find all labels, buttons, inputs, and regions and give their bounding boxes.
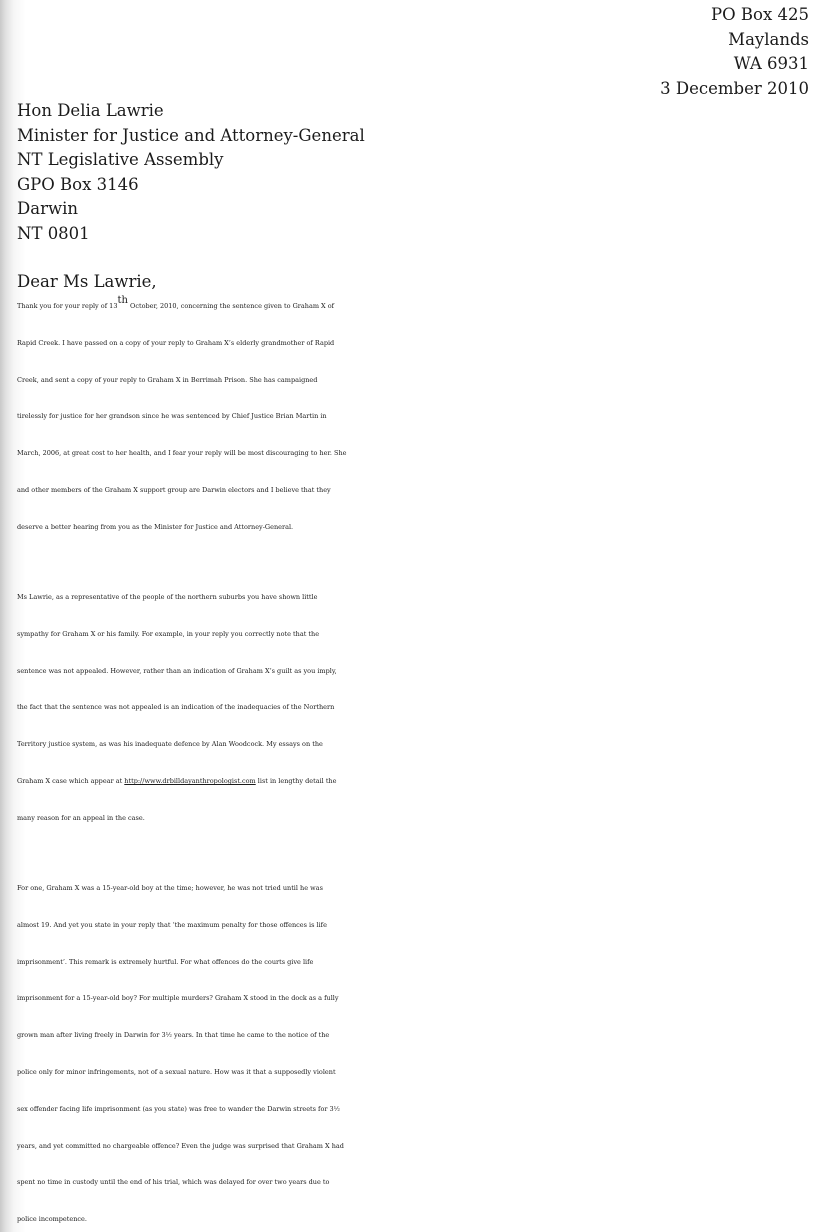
paragraph-line: sentence was not appealed. However, rather than an indication of Graham X’s guilt as you imply, bbox=[17, 666, 337, 675]
text-run: list in lengthy detail the bbox=[255, 776, 337, 785]
paragraph-line: police only for minor infringements, not of a sexual nature. How was it that a supposedly violent bbox=[17, 1067, 336, 1076]
paragraph-3 bbox=[17, 870, 827, 1232]
paragraph-line: the fact that the sentence was not appealed is an indication of the inadequacies of the Northern bbox=[17, 703, 335, 712]
salutation: Dear Ms Lawrie, bbox=[17, 272, 157, 291]
recipient-address bbox=[17, 99, 365, 246]
paragraph-line: spent no time in custody until the end of his trial, which was delayed for over two years due to bbox=[17, 1178, 330, 1187]
sender-address-line: Maylands bbox=[728, 29, 809, 49]
paragraph-line: imprisonment’. This remark is extremely hurtful. For what offences do the courts give life bbox=[17, 957, 314, 966]
paragraph-line: Territory justice system, as was his inadequate defence by Alan Woodcock. My essays on the bbox=[17, 740, 323, 749]
paragraph-line: For one, Graham X was a 15-year-old boy at the time; however, he was not tried until he was bbox=[17, 884, 323, 892]
letter-date: 3 December 2010 bbox=[660, 78, 809, 98]
paragraph-line: almost 19. And yet you state in your reply that ‘the maximum penalty for those offences is life bbox=[17, 920, 327, 929]
paragraph-line: police incompetence. bbox=[17, 1215, 87, 1224]
paragraph-line: imprisonment for a 15-year-old boy? For multiple murders? Graham X stood in the dock as a fully bbox=[17, 994, 339, 1003]
recipient-line: NT Legislative Assembly bbox=[17, 150, 224, 169]
text-run: October, 2010, concerning the sentence given to Graham X of bbox=[127, 302, 335, 310]
paragraph-line: grown man after living freely in Darwin for 3½ years. In that time he came to the notice of the bbox=[17, 1031, 330, 1040]
paragraph-2 bbox=[17, 579, 827, 837]
text-run: Graham X case which appear at bbox=[17, 776, 125, 785]
paragraph-line: and other members of the Graham X support group are Darwin electors and I believe that they bbox=[17, 485, 331, 494]
recipient-line: Darwin bbox=[17, 199, 78, 218]
paragraph-1 bbox=[17, 288, 827, 546]
superscript-ordinal: th bbox=[117, 295, 128, 306]
website-link[interactable]: http://www.drbilldayanthropologist.com bbox=[124, 776, 256, 785]
paragraph-line: many reason for an appeal in the case. bbox=[17, 813, 145, 822]
recipient-line: GPO Box 3146 bbox=[17, 174, 139, 194]
recipient-line: NT 0801 bbox=[17, 223, 90, 243]
paragraph-line: tirelessly for justice for her grandson since he was sentenced by Chief Justice Brian Martin in bbox=[17, 412, 327, 421]
sender-address-line: WA 6931 bbox=[733, 54, 809, 73]
recipient-line: Minister for Justice and Attorney-General bbox=[17, 125, 365, 145]
paragraph-line: deserve a better hearing from you as the Minister for Justice and Attorney-General. bbox=[17, 522, 294, 531]
recipient-line: Hon Delia Lawrie bbox=[17, 101, 164, 120]
paragraph-line: sex offender facing life imprisonment (as you state) was free to wander the Darwin streets for 3½ bbox=[17, 1104, 340, 1113]
text-run: Thank you for your reply of 13 bbox=[17, 302, 118, 310]
paragraph-line: Ms Lawrie, as a representative of the people of the northern suburbs you have shown little bbox=[17, 593, 318, 601]
paragraph-line: sympathy for Graham X or his family. For example, in your reply you correctly note that the bbox=[17, 629, 320, 638]
paragraph-line: March, 2006, at great cost to her health, and I fear your reply will be most discouraging to her. She bbox=[17, 449, 347, 458]
paragraph-line: Creek, and sent a copy of your reply to Graham X in Berrimah Prison. She has campaigned bbox=[17, 375, 318, 384]
sender-address bbox=[660, 3, 809, 101]
paragraph-line: years, and yet committed no chargeable offence? Even the judge was surprised that Graham X had bbox=[17, 1141, 344, 1150]
paragraph-line bbox=[17, 763, 827, 800]
sender-address-line: PO Box 425 bbox=[711, 5, 809, 24]
paragraph-line bbox=[17, 288, 827, 325]
paragraph-line: Rapid Creek. I have passed on a copy of your reply to Graham X’s elderly grandmother of Rapid bbox=[17, 338, 335, 347]
